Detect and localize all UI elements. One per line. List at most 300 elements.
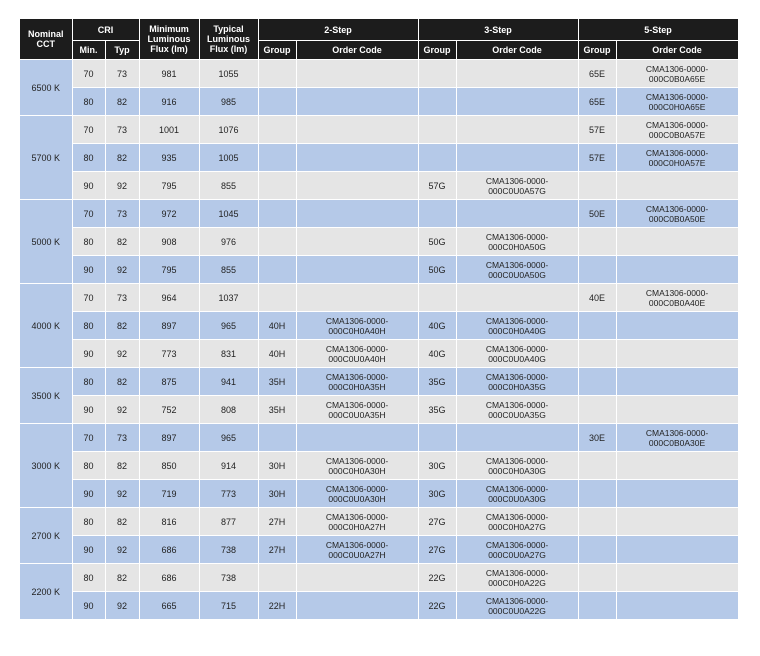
group-3-step-cell: 50G — [418, 228, 456, 256]
cri-typ-cell: 92 — [105, 396, 139, 424]
cri-typ-cell: 92 — [105, 256, 139, 284]
order-code-line-2: 000C0H0A57E — [648, 157, 706, 168]
order-code-line-2: 000C0U0A40G — [488, 353, 546, 364]
col-5-step-group: Group — [578, 41, 616, 60]
order-code-line-1: CMA1306-0000- — [485, 399, 549, 410]
order-code-2-step-cell — [296, 368, 418, 396]
cct-label: 4000 K — [31, 320, 61, 331]
order-code-line-1: CMA1306-0000- — [485, 455, 549, 466]
order-code-line-1: CMA1306-0000- — [485, 259, 549, 270]
header-row-sub — [20, 41, 738, 60]
group-5-step-cell — [578, 564, 616, 592]
order-code-3-step-cell — [456, 284, 578, 312]
min-flux-cell: 935 — [139, 144, 199, 172]
group-2-step-cell — [258, 60, 296, 88]
cri-typ-cell: 92 — [105, 480, 139, 508]
order-code-3-step-cell — [456, 396, 578, 424]
group-5-step-cell — [578, 452, 616, 480]
cct-cell — [20, 200, 72, 284]
min-flux-cell: 850 — [139, 452, 199, 480]
min-flux-cell: 981 — [139, 60, 199, 88]
cri-min-cell: 80 — [72, 228, 105, 256]
order-code-line-1: CMA1306-0000- — [485, 595, 549, 606]
min-flux-cell: 964 — [139, 284, 199, 312]
order-code-3-step-cell — [456, 368, 578, 396]
order-code-5-step-cell — [616, 424, 738, 452]
col-3-step-order-code: Order Code — [456, 41, 578, 60]
group-5-step-cell — [578, 536, 616, 564]
order-code-5-step-cell — [616, 60, 738, 88]
order-code-5-step-cell — [616, 452, 738, 480]
cct-label: 3500 K — [31, 390, 61, 401]
col-2-step-group: Group — [258, 41, 296, 60]
order-code-line-2: 000C0U0A35H — [328, 409, 386, 420]
order-code-3-step-cell — [456, 536, 578, 564]
order-code-line-1: CMA1306-0000- — [325, 483, 389, 494]
group-5-step-cell — [578, 396, 616, 424]
group-5-step-cell: 57E — [578, 144, 616, 172]
table-row — [20, 172, 738, 200]
cri-typ-cell: 92 — [105, 592, 139, 620]
cri-min-cell: 90 — [72, 256, 105, 284]
cct-label: 2200 K — [31, 586, 61, 597]
typ-flux-cell: 831 — [199, 340, 258, 368]
order-code-2-step-cell — [296, 228, 418, 256]
order-code-2-step-cell — [296, 480, 418, 508]
order-code-5-step-cell — [616, 368, 738, 396]
cri-min-cell: 90 — [72, 480, 105, 508]
cri-min-cell: 90 — [72, 340, 105, 368]
order-code-5-step-cell — [616, 144, 738, 172]
order-code-line-1: CMA1306-0000- — [485, 343, 549, 354]
cri-min-cell: 90 — [72, 396, 105, 424]
order-code-line-2: 000C0U0A57G — [488, 185, 546, 196]
col-5-step-order-code: Order Code — [616, 41, 738, 60]
order-code-line-2: 000C0H0A35G — [488, 381, 546, 392]
cct-cell — [20, 508, 72, 564]
order-code-3-step-cell — [456, 452, 578, 480]
order-code-5-step-cell — [616, 536, 738, 564]
table-row — [20, 424, 738, 452]
order-code-line-1: CMA1306-0000- — [485, 539, 549, 550]
order-code-5-step-cell — [616, 312, 738, 340]
order-code-5-step-cell — [616, 228, 738, 256]
typ-flux-cell: 1037 — [199, 284, 258, 312]
order-code-5-step-cell — [616, 508, 738, 536]
cri-typ-cell: 82 — [105, 312, 139, 340]
table-row — [20, 116, 738, 144]
col-cri-min: Min. — [72, 41, 105, 60]
order-code-2-step-cell — [296, 116, 418, 144]
order-code-line-1: CMA1306-0000- — [325, 539, 389, 550]
order-code-line-1: CMA1306-0000- — [325, 455, 389, 466]
order-code-line-2: 000C0H0A65E — [648, 101, 706, 112]
order-code-3-step-cell — [456, 480, 578, 508]
min-flux-cell: 795 — [139, 172, 199, 200]
group-5-step-cell — [578, 340, 616, 368]
group-5-step-cell: 30E — [578, 424, 616, 452]
min-flux-cell: 1001 — [139, 116, 199, 144]
order-code-line-1: CMA1306-0000- — [485, 567, 549, 578]
min-flux-cell: 875 — [139, 368, 199, 396]
cct-cell — [20, 284, 72, 368]
order-code-3-step-cell — [456, 564, 578, 592]
group-5-step-cell: 65E — [578, 88, 616, 116]
group-3-step-cell — [418, 144, 456, 172]
min-flux-cell: 897 — [139, 424, 199, 452]
order-code-2-step-cell — [296, 396, 418, 424]
order-code-line-1: CMA1306-0000- — [645, 287, 709, 298]
cct-label: 6500 K — [31, 82, 61, 93]
order-code-3-step-cell — [456, 200, 578, 228]
group-2-step-cell — [258, 172, 296, 200]
group-2-step-cell: 40H — [258, 312, 296, 340]
min-flux-cell: 908 — [139, 228, 199, 256]
table-row — [20, 592, 738, 620]
order-code-2-step-cell — [296, 340, 418, 368]
order-code-line-2: 000C0U0A30H — [328, 493, 386, 504]
order-code-line-2: 000C0H0A40H — [328, 325, 386, 336]
order-code-5-step-cell — [616, 88, 738, 116]
order-code-line-1: CMA1306-0000- — [485, 483, 549, 494]
order-code-line-2: 000C0B0A57E — [648, 129, 706, 140]
min-flux-cell: 686 — [139, 564, 199, 592]
cct-label: 5700 K — [31, 152, 61, 163]
cct-cell — [20, 60, 72, 116]
cct-cell — [20, 368, 72, 424]
group-3-step-cell — [418, 60, 456, 88]
order-code-3-step-cell — [456, 340, 578, 368]
order-code-2-step-cell — [296, 424, 418, 452]
order-code-3-step-cell — [456, 88, 578, 116]
order-code-line-2: 000C0B0A40E — [648, 297, 706, 308]
order-code-2-step-cell — [296, 536, 418, 564]
order-code-line-1: CMA1306-0000- — [325, 315, 389, 326]
group-2-step-cell — [258, 564, 296, 592]
group-3-step-cell: 30G — [418, 452, 456, 480]
order-code-line-2: 000C0U0A27H — [328, 549, 386, 560]
group-5-step-cell — [578, 592, 616, 620]
min-flux-cell: 752 — [139, 396, 199, 424]
order-code-line-1: CMA1306-0000- — [325, 371, 389, 382]
order-code-5-step-cell — [616, 340, 738, 368]
table-row — [20, 452, 738, 480]
group-2-step-cell — [258, 228, 296, 256]
cri-min-cell: 80 — [72, 368, 105, 396]
order-code-5-step-cell — [616, 172, 738, 200]
order-code-line-1: CMA1306-0000- — [485, 371, 549, 382]
typ-flux-cell: 855 — [199, 172, 258, 200]
group-2-step-cell: 30H — [258, 452, 296, 480]
group-2-step-cell: 30H — [258, 480, 296, 508]
group-3-step-cell — [418, 116, 456, 144]
typ-flux-cell: 1076 — [199, 116, 258, 144]
order-code-line-2: 000C0H0A35H — [328, 381, 386, 392]
min-flux-cell: 972 — [139, 200, 199, 228]
cri-min-cell: 90 — [72, 536, 105, 564]
table-row — [20, 480, 738, 508]
order-code-line-1: CMA1306-0000- — [645, 147, 709, 158]
table-row — [20, 88, 738, 116]
order-code-2-step-cell — [296, 284, 418, 312]
order-code-line-2: 000C0B0A30E — [648, 437, 706, 448]
typ-flux-cell: 738 — [199, 564, 258, 592]
group-3-step-cell: 57G — [418, 172, 456, 200]
group-3-step-cell — [418, 424, 456, 452]
order-code-2-step-cell — [296, 60, 418, 88]
cri-typ-cell: 92 — [105, 172, 139, 200]
order-code-line-2: 000C0H0A50G — [488, 241, 546, 252]
order-code-5-step-cell — [616, 116, 738, 144]
col-3-step: 3-Step — [418, 19, 578, 41]
min-flux-cell: 773 — [139, 340, 199, 368]
order-code-2-step-cell — [296, 312, 418, 340]
min-flux-cell: 816 — [139, 508, 199, 536]
cri-typ-cell: 73 — [105, 424, 139, 452]
order-code-3-step-cell — [456, 256, 578, 284]
typ-flux-cell: 941 — [199, 368, 258, 396]
order-code-2-step-cell — [296, 256, 418, 284]
group-2-step-cell — [258, 256, 296, 284]
cri-typ-cell: 82 — [105, 368, 139, 396]
cri-min-cell: 80 — [72, 312, 105, 340]
cri-min-cell: 70 — [72, 424, 105, 452]
order-code-line-2: 000C0H0A30G — [488, 465, 546, 476]
table-body — [20, 60, 738, 620]
group-5-step-cell: 65E — [578, 60, 616, 88]
order-code-line-2: 000C0U0A30G — [488, 493, 546, 504]
cri-typ-cell: 82 — [105, 564, 139, 592]
group-3-step-cell — [418, 284, 456, 312]
group-3-step-cell: 30G — [418, 480, 456, 508]
cri-min-cell: 90 — [72, 592, 105, 620]
cri-typ-cell: 73 — [105, 284, 139, 312]
order-code-line-1: CMA1306-0000- — [645, 427, 709, 438]
order-code-3-step-cell — [456, 144, 578, 172]
cri-min-cell: 80 — [72, 88, 105, 116]
order-code-3-step-cell — [456, 424, 578, 452]
group-3-step-cell: 50G — [418, 256, 456, 284]
order-code-3-step-cell — [456, 172, 578, 200]
table-row — [20, 396, 738, 424]
cct-cell — [20, 564, 72, 620]
order-code-2-step-cell — [296, 508, 418, 536]
order-code-line-2: 000C0H0A40G — [488, 325, 546, 336]
table-row — [20, 60, 738, 88]
order-code-line-2: 000C0H0A27G — [488, 521, 546, 532]
group-3-step-cell: 35G — [418, 396, 456, 424]
cri-min-cell: 70 — [72, 116, 105, 144]
table-row — [20, 312, 738, 340]
min-flux-cell: 686 — [139, 536, 199, 564]
col-3-step-group: Group — [418, 41, 456, 60]
group-2-step-cell — [258, 424, 296, 452]
min-flux-cell: 916 — [139, 88, 199, 116]
table-row — [20, 508, 738, 536]
cri-min-cell: 70 — [72, 60, 105, 88]
group-5-step-cell — [578, 228, 616, 256]
group-3-step-cell: 27G — [418, 536, 456, 564]
group-2-step-cell — [258, 144, 296, 172]
order-code-2-step-cell — [296, 88, 418, 116]
typ-flux-cell: 738 — [199, 536, 258, 564]
table-row — [20, 564, 738, 592]
order-code-line-1: CMA1306-0000- — [645, 63, 709, 74]
table-row — [20, 256, 738, 284]
group-5-step-cell — [578, 508, 616, 536]
min-flux-cell: 665 — [139, 592, 199, 620]
cct-label: 2700 K — [31, 530, 61, 541]
cri-typ-cell: 73 — [105, 116, 139, 144]
group-2-step-cell: 40H — [258, 340, 296, 368]
order-code-5-step-cell — [616, 200, 738, 228]
table-row — [20, 228, 738, 256]
cri-typ-cell: 82 — [105, 452, 139, 480]
typ-flux-cell: 1045 — [199, 200, 258, 228]
cri-typ-cell: 82 — [105, 88, 139, 116]
cri-min-cell: 80 — [72, 144, 105, 172]
order-code-line-1: CMA1306-0000- — [485, 315, 549, 326]
cct-label: 5000 K — [31, 236, 61, 247]
group-3-step-cell — [418, 200, 456, 228]
order-code-5-step-cell — [616, 564, 738, 592]
cri-typ-cell: 82 — [105, 228, 139, 256]
order-code-2-step-cell — [296, 144, 418, 172]
min-flux-cell: 795 — [139, 256, 199, 284]
typ-flux-cell: 773 — [199, 480, 258, 508]
order-code-line-2: 000C0B0A50E — [648, 213, 706, 224]
cri-min-cell: 80 — [72, 564, 105, 592]
order-code-line-2: 000C0U0A50G — [488, 269, 546, 280]
order-code-5-step-cell — [616, 480, 738, 508]
order-code-line-1: CMA1306-0000- — [325, 343, 389, 354]
col-typ-flux: Typical Luminous Flux (lm) — [199, 19, 258, 60]
order-code-5-step-cell — [616, 592, 738, 620]
group-5-step-cell: 57E — [578, 116, 616, 144]
order-code-3-step-cell — [456, 116, 578, 144]
table-row — [20, 144, 738, 172]
cri-typ-cell: 73 — [105, 200, 139, 228]
typ-flux-cell: 914 — [199, 452, 258, 480]
order-code-line-1: CMA1306-0000- — [325, 511, 389, 522]
group-2-step-cell — [258, 88, 296, 116]
order-code-line-2: 000C0U0A35G — [488, 409, 546, 420]
col-cri: CRI — [72, 19, 139, 41]
order-code-line-1: CMA1306-0000- — [645, 119, 709, 130]
group-2-step-cell: 35H — [258, 368, 296, 396]
group-2-step-cell — [258, 284, 296, 312]
col-2-step: 2-Step — [258, 19, 418, 41]
group-3-step-cell: 40G — [418, 312, 456, 340]
flux-order-code-table — [20, 19, 739, 620]
min-flux-cell: 719 — [139, 480, 199, 508]
col-cri-typ: Typ — [105, 41, 139, 60]
group-3-step-cell: 27G — [418, 508, 456, 536]
cri-min-cell: 70 — [72, 200, 105, 228]
table-row — [20, 284, 738, 312]
col-min-flux: Minimum Luminous Flux (lm) — [139, 19, 199, 60]
typ-flux-cell: 808 — [199, 396, 258, 424]
cri-min-cell: 90 — [72, 172, 105, 200]
order-code-line-2: 000C0B0A65E — [648, 73, 706, 84]
table-row — [20, 340, 738, 368]
order-code-line-2: 000C0U0A40H — [328, 353, 386, 364]
order-code-3-step-cell — [456, 312, 578, 340]
typ-flux-cell: 965 — [199, 424, 258, 452]
cri-typ-cell: 92 — [105, 340, 139, 368]
group-3-step-cell: 35G — [418, 368, 456, 396]
typ-flux-cell: 855 — [199, 256, 258, 284]
order-code-3-step-cell — [456, 508, 578, 536]
typ-flux-cell: 985 — [199, 88, 258, 116]
typ-flux-cell: 1055 — [199, 60, 258, 88]
group-5-step-cell — [578, 172, 616, 200]
typ-flux-cell: 976 — [199, 228, 258, 256]
group-5-step-cell — [578, 312, 616, 340]
cct-label: 3000 K — [31, 460, 61, 471]
order-code-3-step-cell — [456, 228, 578, 256]
cri-min-cell: 80 — [72, 508, 105, 536]
cri-typ-cell: 82 — [105, 508, 139, 536]
group-5-step-cell: 50E — [578, 200, 616, 228]
group-5-step-cell — [578, 256, 616, 284]
col-5-step: 5-Step — [578, 19, 738, 41]
col-nominal-cct: Nominal CCT — [20, 19, 72, 60]
order-code-2-step-cell — [296, 200, 418, 228]
order-code-3-step-cell — [456, 60, 578, 88]
order-code-line-1: CMA1306-0000- — [485, 511, 549, 522]
cri-min-cell: 70 — [72, 284, 105, 312]
order-code-2-step-cell — [296, 564, 418, 592]
cct-cell — [20, 116, 72, 200]
order-code-5-step-cell — [616, 256, 738, 284]
table-row — [20, 200, 738, 228]
typ-flux-cell: 715 — [199, 592, 258, 620]
order-code-3-step-cell — [456, 592, 578, 620]
group-3-step-cell: 22G — [418, 564, 456, 592]
group-5-step-cell — [578, 480, 616, 508]
cri-typ-cell: 92 — [105, 536, 139, 564]
group-3-step-cell — [418, 88, 456, 116]
min-flux-cell: 897 — [139, 312, 199, 340]
group-3-step-cell: 40G — [418, 340, 456, 368]
group-3-step-cell: 22G — [418, 592, 456, 620]
order-code-line-2: 000C0H0A27H — [328, 521, 386, 532]
typ-flux-cell: 965 — [199, 312, 258, 340]
group-2-step-cell: 27H — [258, 536, 296, 564]
header-row-top — [20, 19, 738, 41]
order-code-line-1: CMA1306-0000- — [325, 399, 389, 410]
table-row — [20, 368, 738, 396]
order-code-2-step-cell — [296, 172, 418, 200]
group-2-step-cell: 22H — [258, 592, 296, 620]
group-2-step-cell: 35H — [258, 396, 296, 424]
typ-flux-cell: 1005 — [199, 144, 258, 172]
order-code-line-1: CMA1306-0000- — [645, 203, 709, 214]
order-code-line-1: CMA1306-0000- — [485, 175, 549, 186]
cri-min-cell: 80 — [72, 452, 105, 480]
order-code-5-step-cell — [616, 396, 738, 424]
group-2-step-cell — [258, 116, 296, 144]
group-5-step-cell: 40E — [578, 284, 616, 312]
order-code-2-step-cell — [296, 592, 418, 620]
order-code-line-1: CMA1306-0000- — [645, 91, 709, 102]
order-code-line-2: 000C0U0A22G — [488, 605, 546, 616]
group-2-step-cell: 27H — [258, 508, 296, 536]
cri-typ-cell: 82 — [105, 144, 139, 172]
col-2-step-order-code: Order Code — [296, 41, 418, 60]
cct-cell — [20, 424, 72, 508]
